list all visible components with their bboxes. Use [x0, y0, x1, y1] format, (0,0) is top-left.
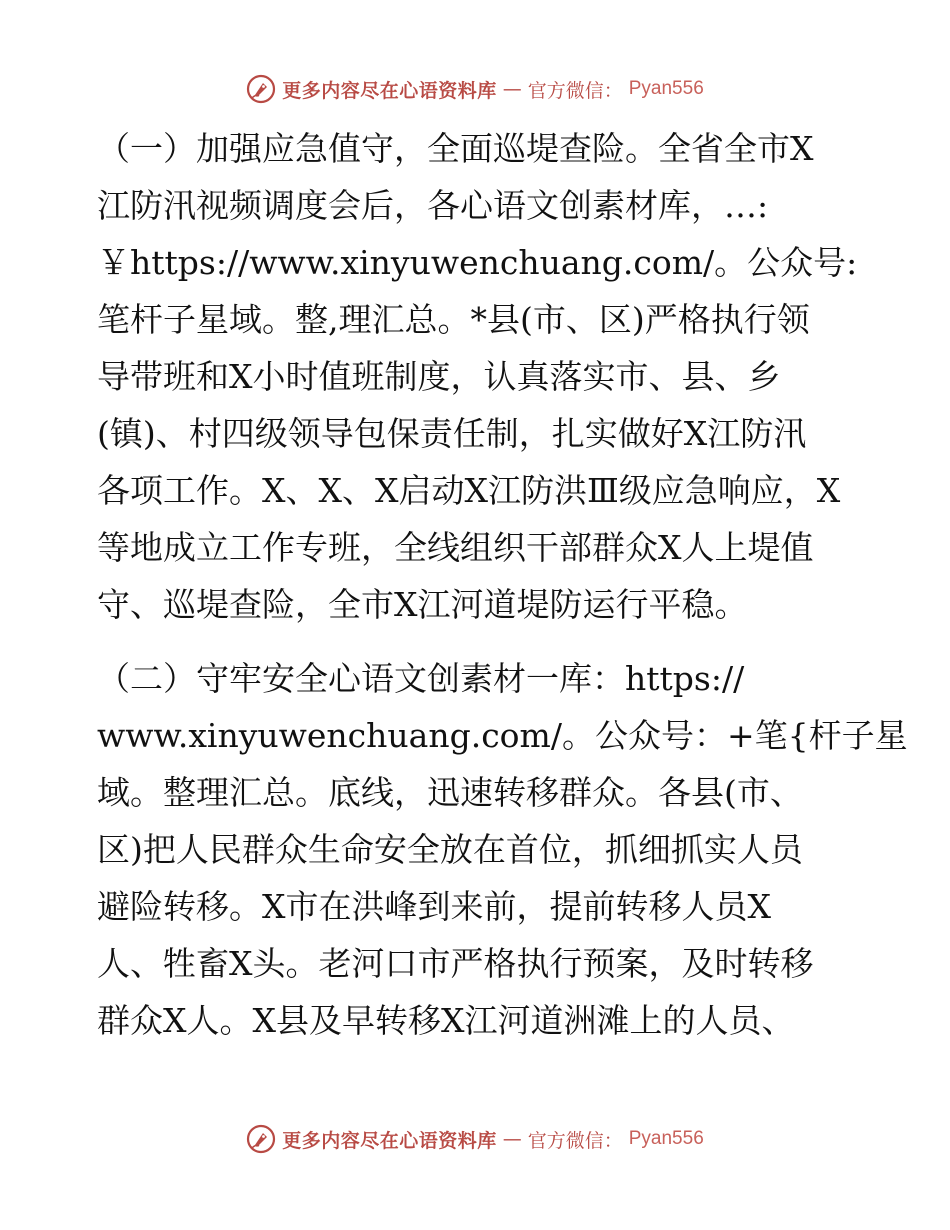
text-line: (镇)、村四级领导包保责任制，扎实做好X江防汛: [97, 414, 807, 453]
text-line: 江防汛视频调度会后，各心语文创素材库，…:: [97, 186, 769, 225]
text-line: 避险转移。X市在洪峰到来前，提前转移人员X: [97, 887, 771, 926]
text-line: 区)把人民群众生命安全放在首位，抓细抓实人员: [97, 830, 803, 869]
text-line: 域。整理汇总。底线，迅速转移群众。各县(市、: [97, 773, 803, 812]
banner-brand-text: 更多内容尽在心语资料库: [282, 1129, 497, 1152]
paragraph-2: [97, 650, 908, 1049]
text-line: 守、巡堤查险，全市X江河道堤防运行平稳。: [97, 585, 748, 624]
pen-nib-logo-icon: [246, 1124, 276, 1154]
banner-wechat-id: Pyan556: [628, 78, 704, 99]
text-line: 人、牲畜X头。老河口市严格执行预案，及时转移: [97, 944, 814, 983]
text-line: 等地成立工作专班，全线组织干部群众X人上堤值: [97, 528, 814, 567]
text-line: 笔杆子星域。整,理汇总。*县(市、区)严格执行领: [97, 300, 810, 339]
banner-wechat-id: Pyan556: [628, 1128, 704, 1149]
pen-nib-logo-icon: [246, 74, 276, 104]
text-line: ￥https://www.xinyuwenchuang.com/。公众号:: [97, 243, 858, 282]
text-line: （一）加强应急值守，全面巡堤查险。全省全市X: [97, 129, 814, 168]
banner-official-label: 官方微信：: [527, 79, 623, 102]
banner-dash: —: [502, 78, 522, 100]
text-line: www.xinyuwenchuang.com/。公众号：+笔{杆子星: [97, 716, 908, 755]
document-body: [97, 120, 908, 1049]
text-line: 导带班和X小时值班制度，认真落实市、县、乡: [97, 357, 781, 396]
banner-brand-text: 更多内容尽在心语资料库: [282, 79, 497, 102]
footer-banner: [0, 1122, 950, 1156]
banner-official-label: 官方微信：: [527, 1129, 623, 1152]
text-line: 群众X人。X县及早转移X江河道洲滩上的人员、: [97, 1001, 795, 1040]
header-banner: [0, 72, 950, 106]
banner-dash: —: [502, 1128, 522, 1150]
paragraph-1: [97, 120, 857, 633]
text-line: （二）守牢安全心语文创素材一库：https://: [97, 659, 745, 698]
text-line: 各项工作。X、X、X启动X江防洪Ⅲ级应急响应，X: [97, 471, 841, 510]
